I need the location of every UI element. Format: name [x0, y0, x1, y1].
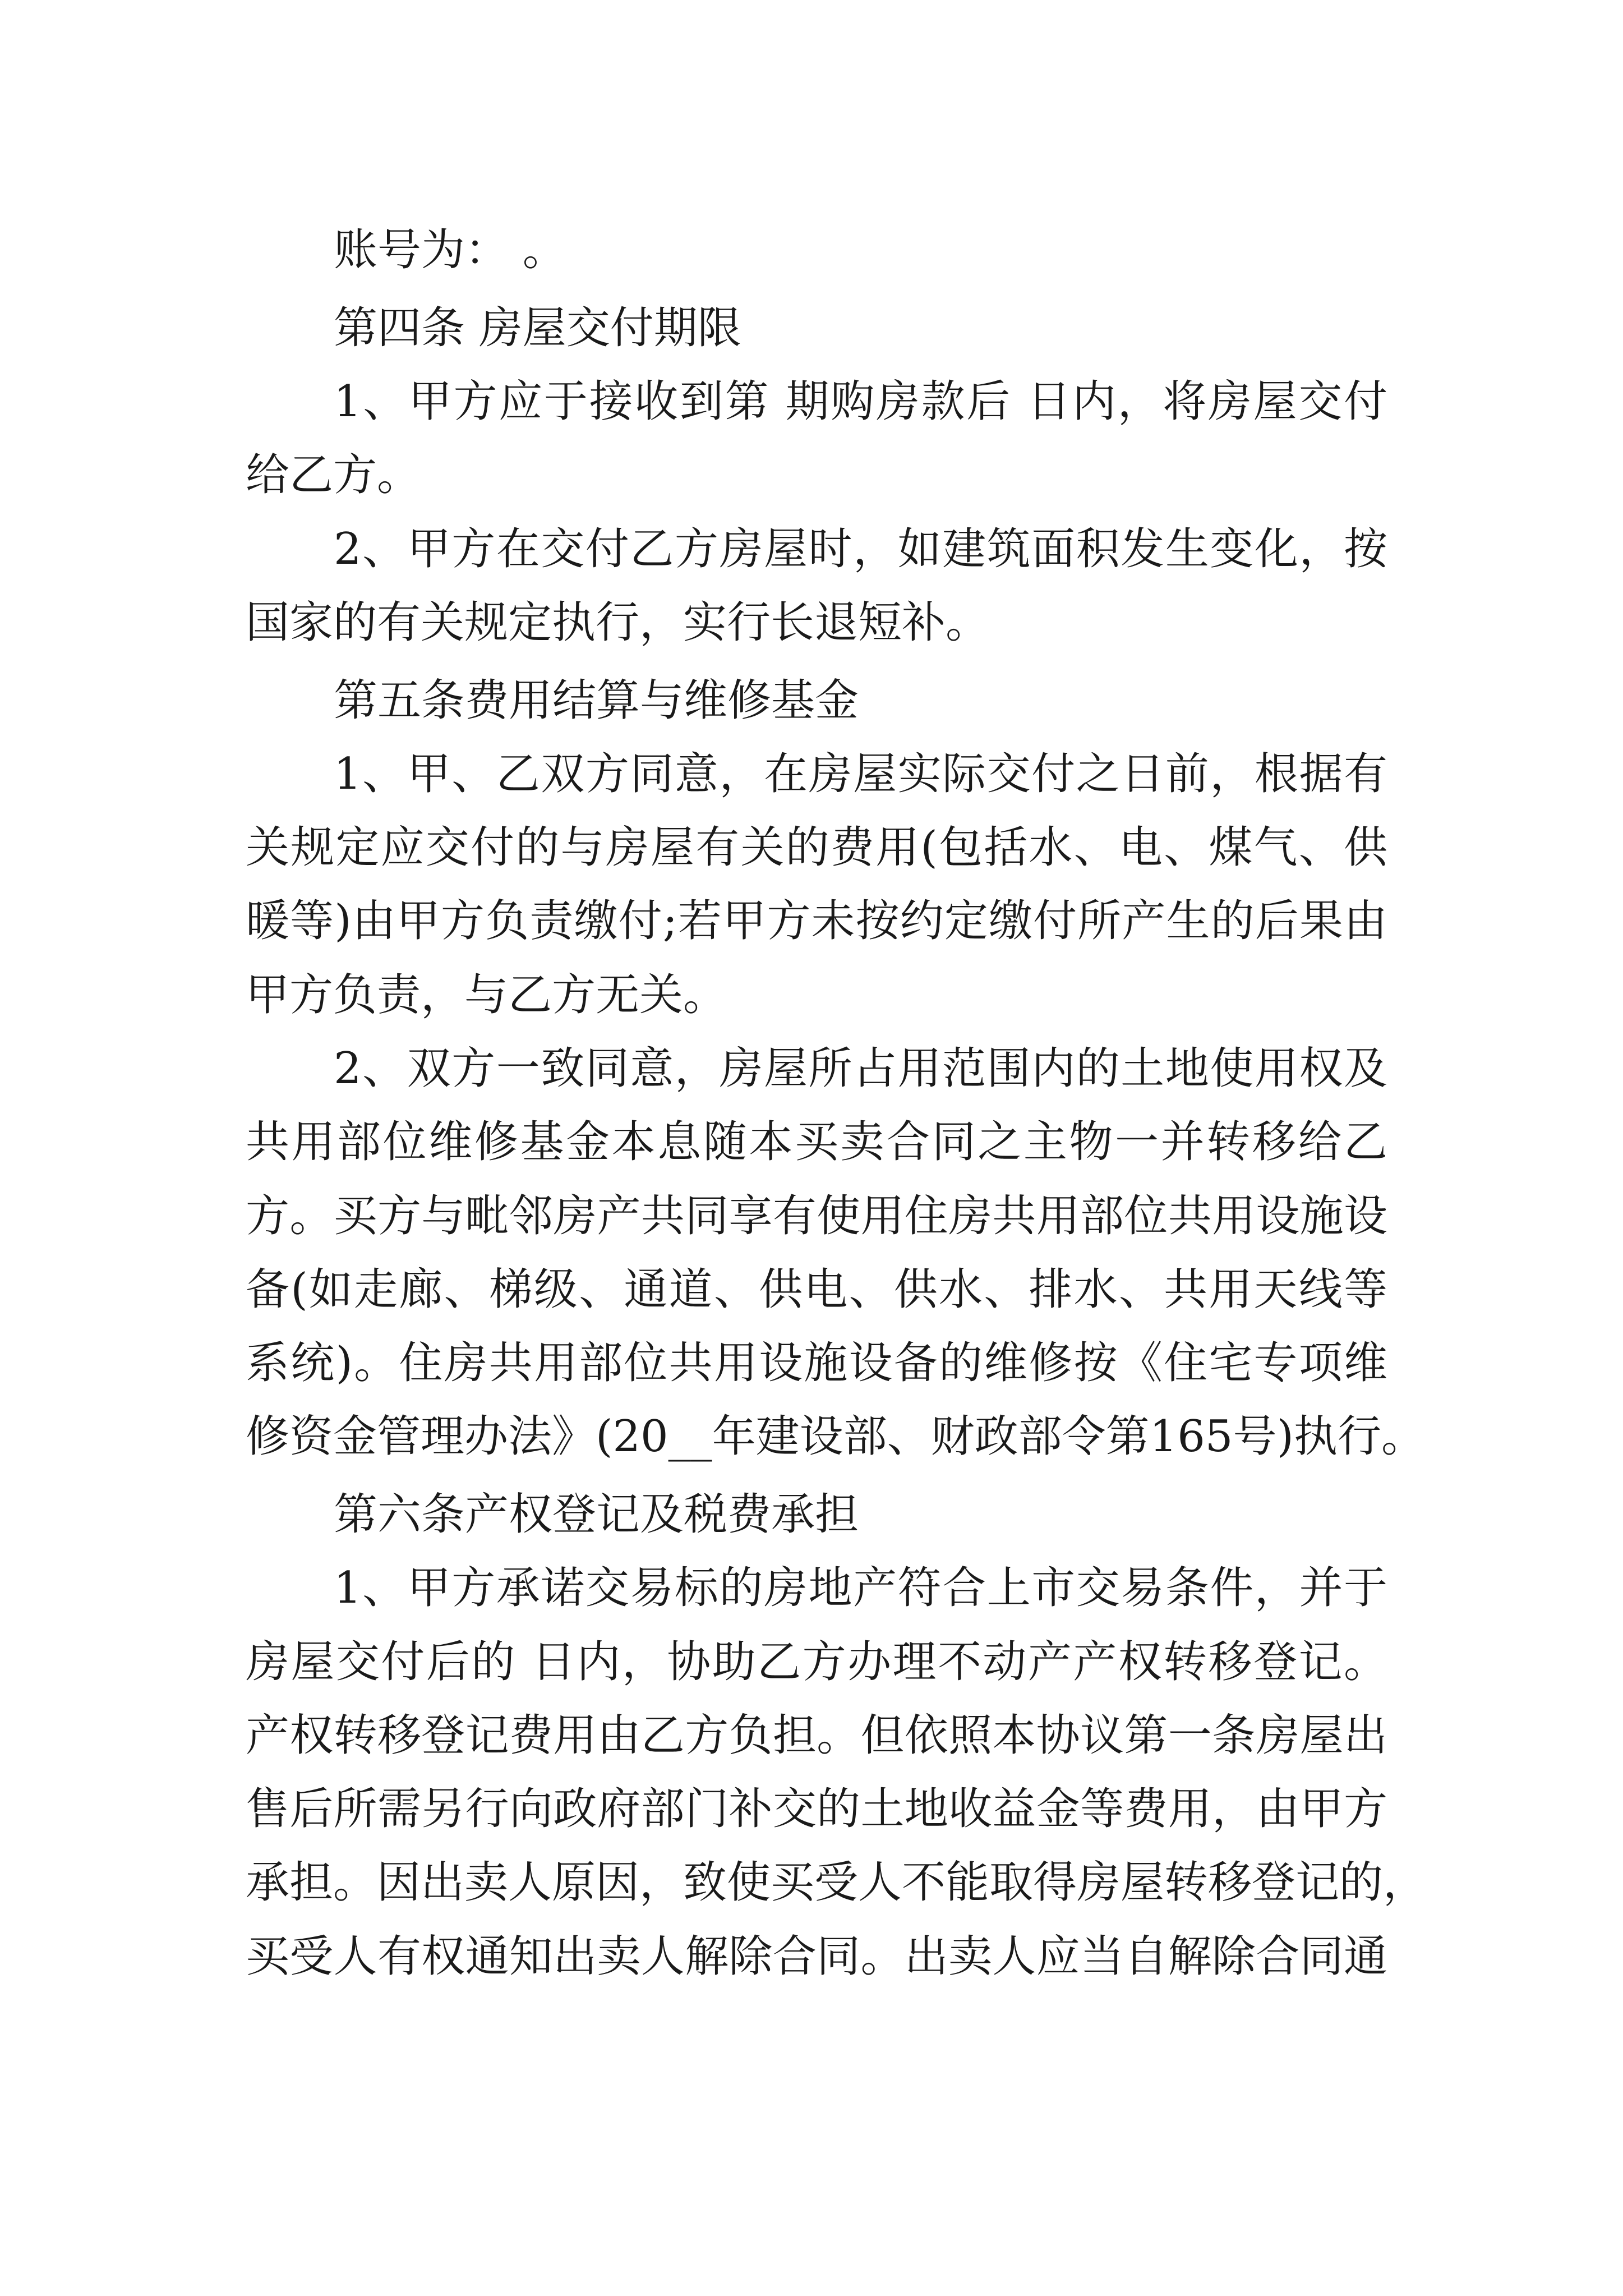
- text-line: 1、甲、乙双方同意，在房屋实际交付之日前，根据有: [334, 749, 1387, 799]
- text-line: 2、双方一致同意，房屋所占用范围内的土地使用权及: [334, 1043, 1387, 1094]
- text-line: 产权转移登记费用由乙方负担。但依照本协议第一条房屋出: [246, 1710, 1387, 1761]
- text-line: 系统)。住房共用部位共用设施设备的维修按《住宅专项维: [246, 1338, 1387, 1388]
- text-line: 修资金管理办法》(20__年建设部、财政部令第165号)执行。: [246, 1411, 1425, 1462]
- text-line: 共用部位维修基金本息随本买卖合同之主物一并转移给乙: [246, 1117, 1387, 1167]
- text-line: 1、甲方承诺交易标的房地产符合上市交易条件，并于: [334, 1563, 1387, 1613]
- text-line: 甲方负责，与乙方无关。: [246, 970, 727, 1020]
- text-line: 方。买方与毗邻房产共同享有使用住房共用部位共用设施设: [246, 1191, 1387, 1241]
- section-heading-article-5: 第五条费用结算与维修基金: [334, 675, 859, 726]
- text-line: 国家的有关规定执行，实行长退短补。: [246, 597, 990, 648]
- text-line: 给乙方。: [246, 450, 421, 500]
- text-line: 关规定应交付的与房屋有关的费用(包括水、电、煤气、供: [246, 822, 1387, 873]
- text-line: 售后所需另行向政府部门补交的土地收益金等费用，由甲方: [246, 1784, 1387, 1834]
- text-line: 暖等)由甲方负责缴付;若甲方未按约定缴付所产生的后果由: [246, 896, 1387, 946]
- text-line: 承担。因出卖人原因，致使买受人不能取得房屋转移登记的，: [246, 1857, 1427, 1908]
- text-line: 备(如走廊、梯级、通道、供电、供水、排水、共用天线等: [246, 1264, 1387, 1315]
- section-heading-article-4: 第四条 房屋交付期限: [334, 303, 741, 353]
- section-heading-article-6: 第六条产权登记及税费承担: [334, 1489, 859, 1540]
- text-line: 房屋交付后的 日内，协助乙方办理不动产产权转移登记。: [246, 1637, 1387, 1687]
- text-line: 2、甲方在交付乙方房屋时，如建筑面积发生变化，按: [334, 524, 1387, 574]
- text-line: 买受人有权通知出卖人解除合同。出卖人应当自解除合同通: [246, 1931, 1387, 1982]
- text-line-account: 账号为： 。: [334, 225, 566, 275]
- text-line: 1、甲方应于接收到第 期购房款后 日内，将房屋交付: [334, 376, 1387, 427]
